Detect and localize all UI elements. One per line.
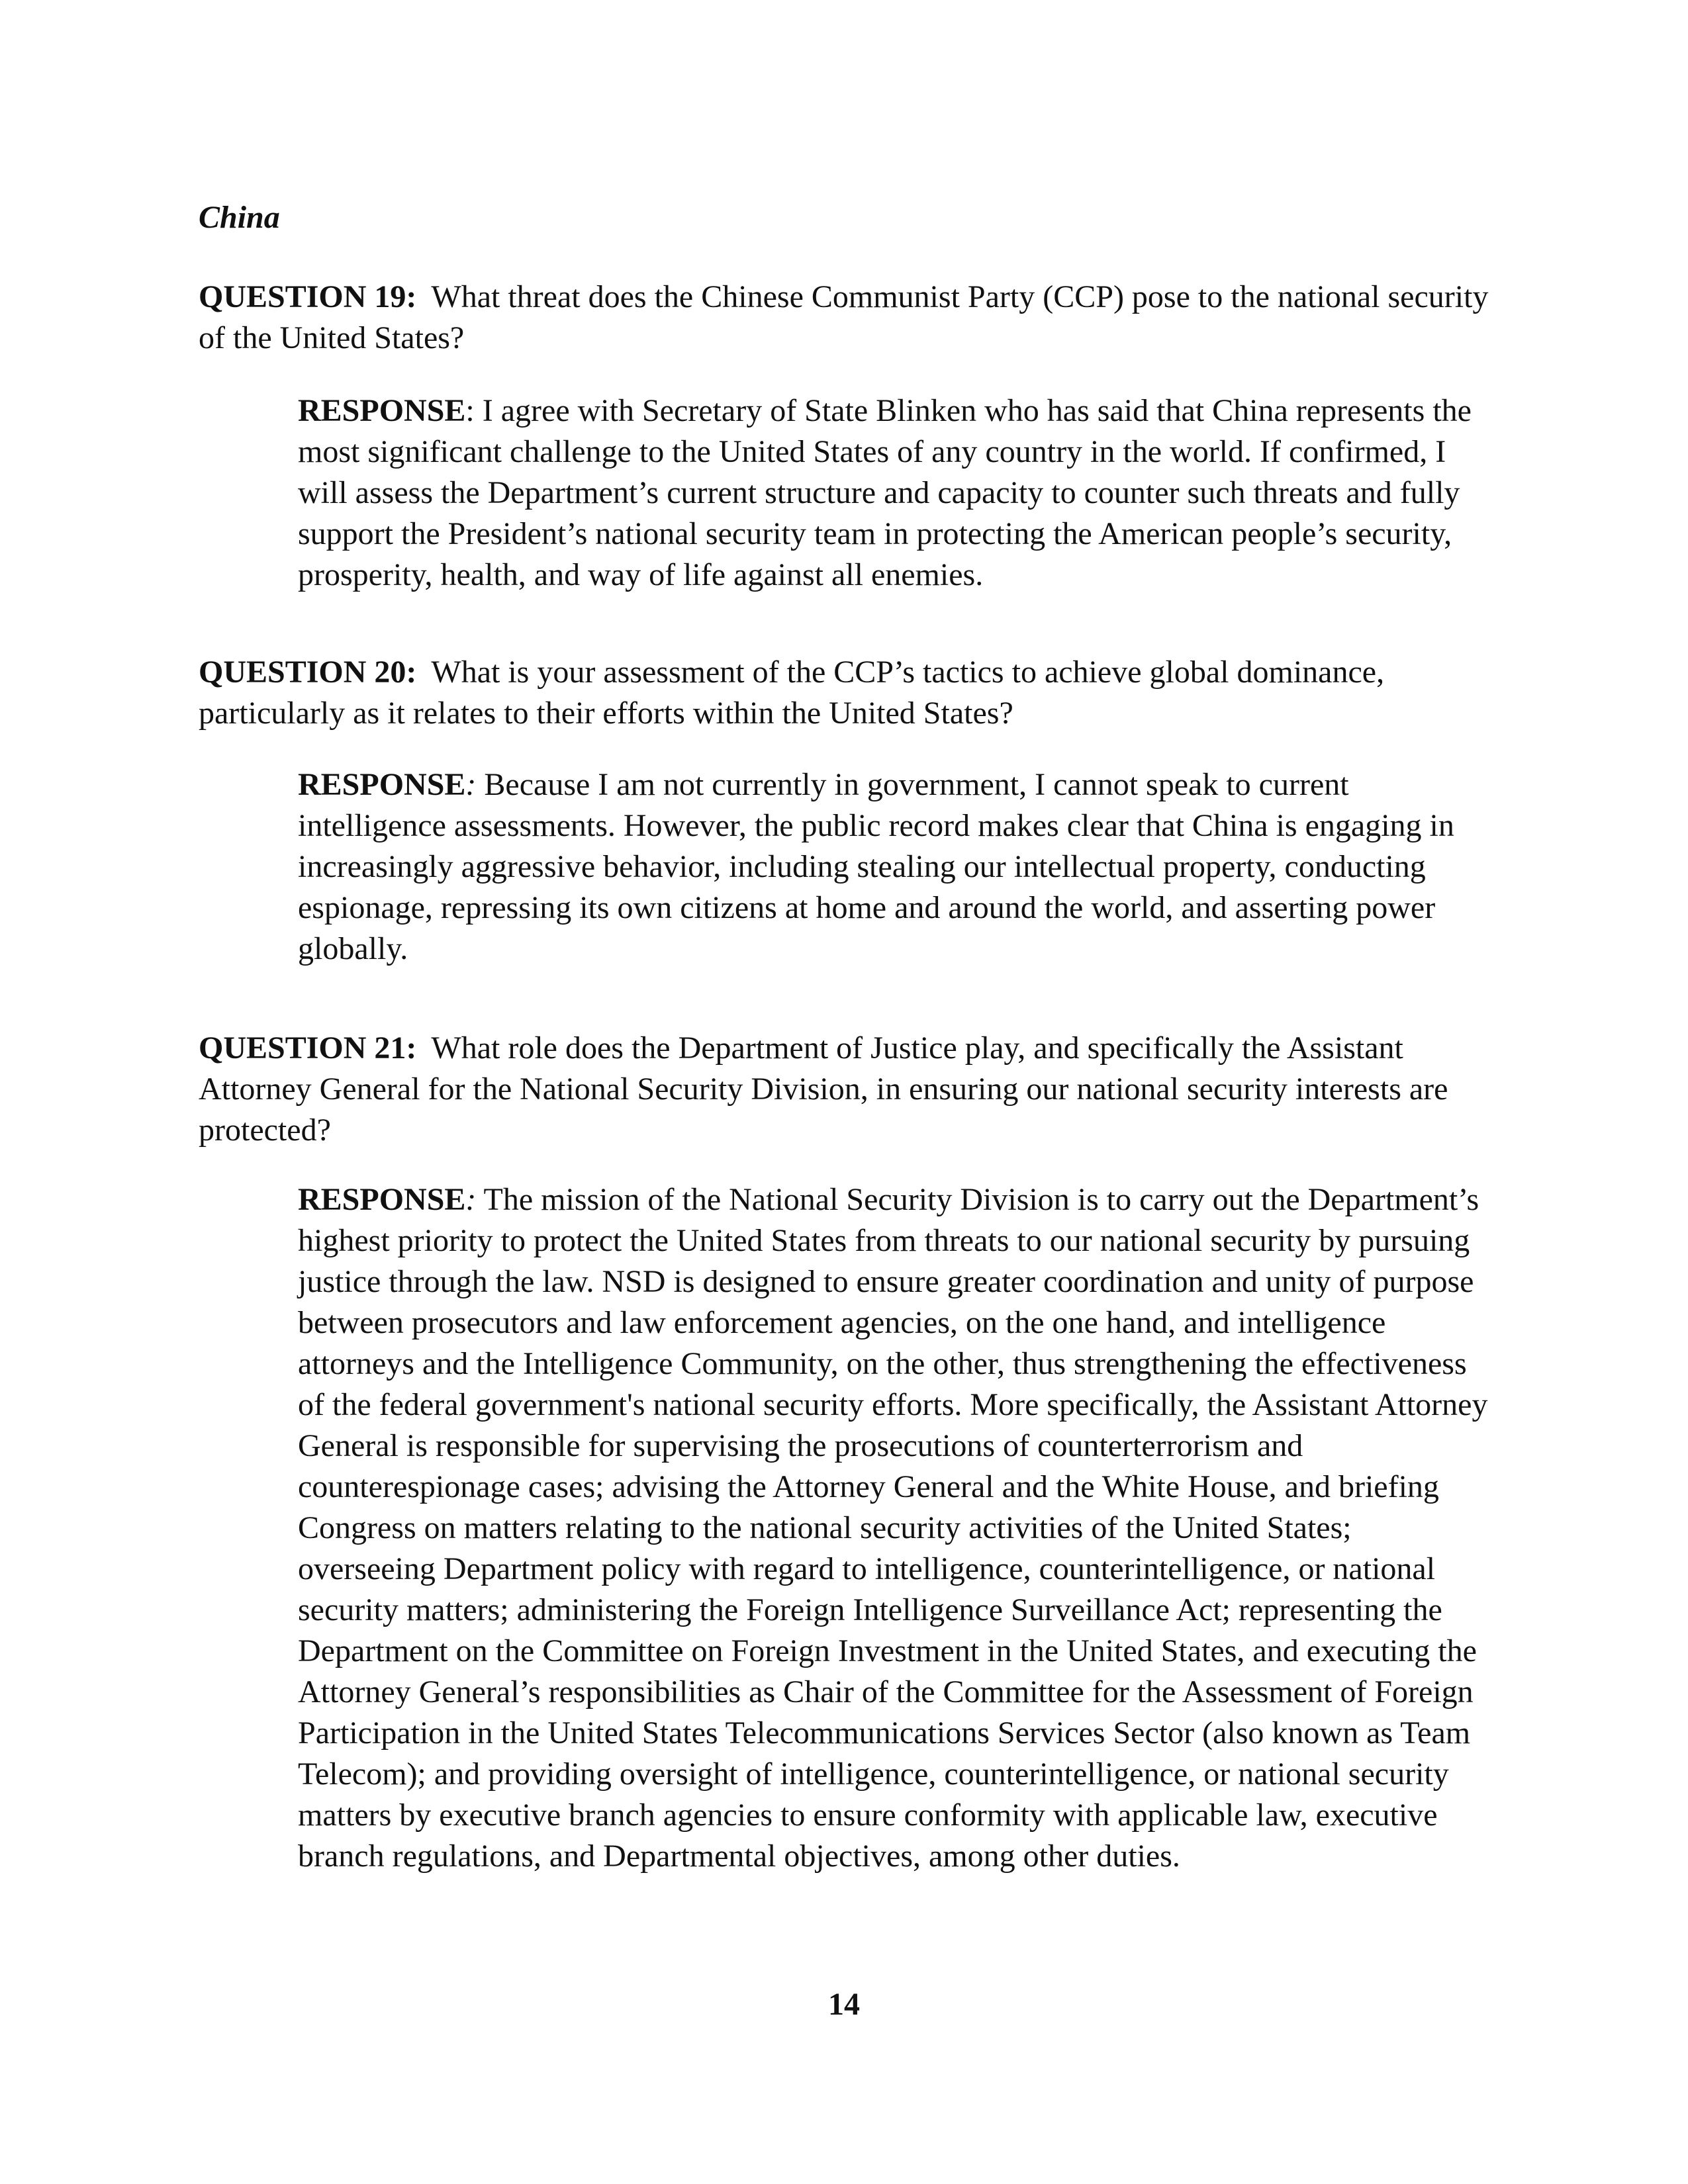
question-21 (199, 1028, 1489, 1151)
response-21 (298, 1179, 1489, 1877)
question-19 (199, 277, 1489, 359)
question-21-text: What role does the Department of Justice play, and specifically the Assistant Attorney General for the National Security Division, in ensuring our national security interests are protected? (199, 1030, 1448, 1148)
question-21-label: QUESTION 21: (199, 1030, 417, 1066)
response-20 (298, 764, 1489, 970)
response-21-text: The mission of the National Security Division is to carry out the Department’s highest priority to protect the United States from threats to our national security by pursuing justice through the law. NSD is designed to ensure greater coordination and unity of purpose between prosecutors and law enforcement agencies, on the one hand, and intelligence attorneys and the Intelligence Community, on the other, thus strengthening the effectiveness of the federal government's national security efforts. More specifically, the Assistant Attorney General is responsible for supervising the prosecutions of counterterrorism and counterespionage cases; advising the Attorney General and the White House, and briefing Congress on matters relating to the national security activities of the United States; overseeing Department policy with regard to intelligence, counterintelligence, or national security matters; administering the Foreign Intelligence Surveillance Act; representing the Department on the Committee on Foreign Investment in the United States, and executing the Attorney General’s responsibilities as Chair of the Committee for the Assessment of Foreign Participation in the United States Telecommunications Services Sector (also known as Team Telecom); and providing oversight of intelligence, counterintelligence, or national security matters by executive branch agencies to ensure conformity with applicable law, executive branch regulations, and Departmental objectives, among other duties. (298, 1182, 1488, 1874)
question-20-label: QUESTION 20: (199, 655, 417, 690)
response-20-separator: : (465, 767, 477, 802)
question-19-text: What threat does the Chinese Communist Party (CCP) pose to the national security of the United States? (199, 279, 1489, 355)
response-21-label: RESPONSE (298, 1182, 466, 1217)
response-19-label: RESPONSE (298, 393, 466, 428)
response-19-text: I agree with Secretary of State Blinken who has said that China represents the most significant challenge to the United States of any country in the world. If confirmed, I will assess the Department’s current structure and capacity to counter such threats and fully support the President’s national security team in protecting the American people’s security, prosperity, health, and way of life against all enemies. (298, 393, 1472, 592)
question-19-label: QUESTION 19: (199, 279, 417, 314)
response-21-separator: : (465, 1182, 477, 1217)
response-19 (298, 390, 1489, 596)
question-20 (199, 652, 1489, 734)
section-heading: China (199, 200, 280, 235)
question-20-text: What is your assessment of the CCP’s tactics to achieve global dominance, particularly as it relates to their efforts within the United States? (199, 655, 1385, 731)
page-number: 14 (828, 1987, 860, 2022)
response-19-separator: : (465, 393, 475, 428)
response-20-label: RESPONSE (298, 767, 466, 802)
response-20-text: Because I am not currently in government, I cannot speak to current intelligence assessments. However, the public record makes clear that China is engaging in increasingly aggressive behavior, including stealing our intellectual property, conducting espionage, repressing its own citizens at home and around the world, and asserting power globally. (298, 767, 1454, 966)
